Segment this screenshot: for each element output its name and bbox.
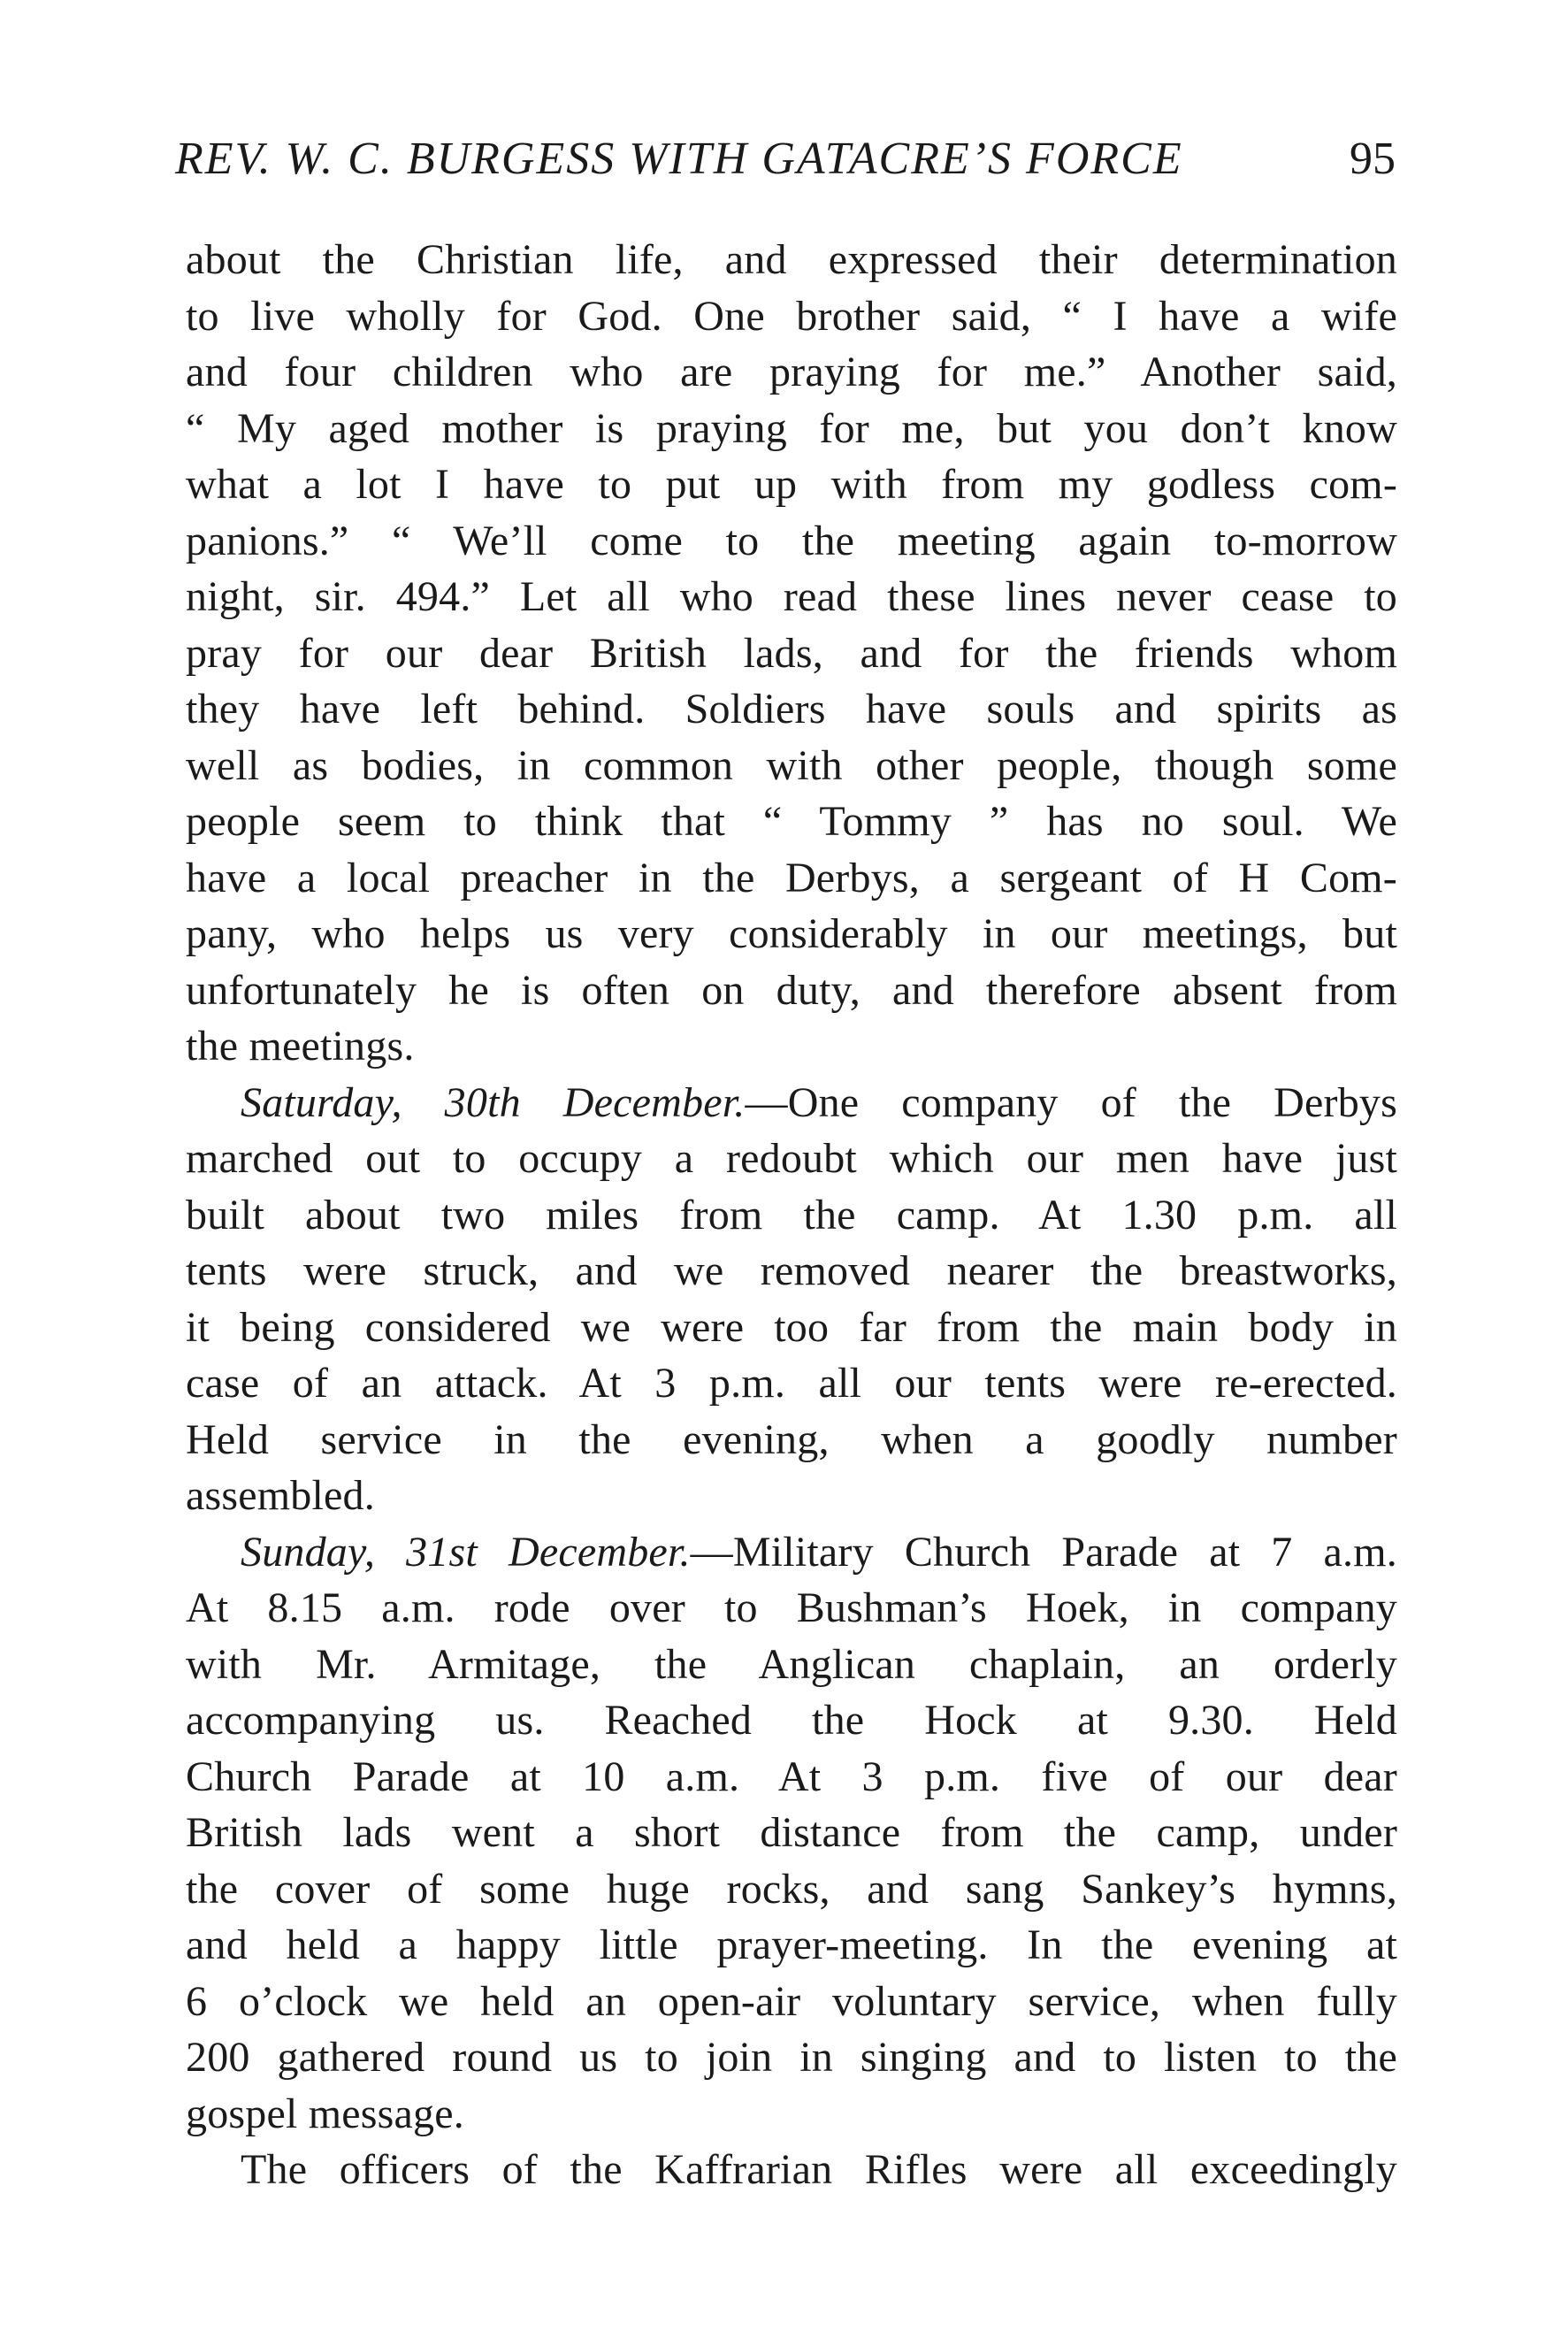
text-line: unfortunately he is often on duty, and therefore absent from [186,966,1397,1014]
text-line: and held a happy little prayer-meeting. In the evening at [186,1921,1397,1968]
date-heading-sunday: Sunday, 31st December. [241,1528,691,1576]
text-segment: —Military Church Parade at 7 a.m. [690,1528,1397,1576]
text-line: night, sir. 494.” Let all who read these lines never cease to [186,573,1397,620]
text-line: they have left behind. Soldiers have souls and spirits as [186,686,1397,732]
text-line: have a local preacher in the Derbys, a sergeant of H Com- [186,854,1397,901]
text-line: 200 gathered round us to join in singing and to listen to the [186,2034,1397,2081]
body-text [186,232,1397,2198]
text-line: case of an attack. At 3 p.m. all our tents were re-erected. [186,1360,1397,1407]
text-line: Church Parade at 10 a.m. At 3 p.m. five of our dear [186,1752,1397,1800]
text-line: British lads went a short distance from the camp, under [186,1809,1397,1856]
text-line: pany, who helps us very considerably in our meetings, but [186,910,1397,957]
text-line: pray for our dear British lads, and for the friends whom [186,629,1397,677]
text-line: The officers of the Kaffrarian Rifles were all exceedingly [241,2146,1397,2193]
page-number: 95 [1350,134,1396,184]
text-line: panions.” “ We’ll come to the meeting again to-morrow [186,517,1397,564]
text-line: and four children who are praying for me.” Another said, [186,349,1397,395]
text-line: people seem to think that “ Tommy ” has no soul. We [186,798,1397,845]
running-head: REV. W. C. BURGESS WITH GATACRE’S FORCE [175,134,1183,184]
date-heading-saturday: Saturday, 30th December. [241,1078,746,1126]
text-line: what a lot I have to put up with from my godless com- [186,461,1397,508]
text-line: to live wholly for God. One brother said, “ I have a wife [186,292,1397,340]
text-line: the cover of some huge rocks, and sang Sankey’s hymns, [186,1865,1397,1913]
text-line: with Mr. Armitage, the Anglican chaplain, an orderly [186,1640,1397,1688]
text-line: well as bodies, in common with other people, though some [186,741,1397,789]
text-segment: —One company of the Derbys [745,1078,1397,1126]
text-line: accompanying us. Reached the Hock at 9.30. Held [186,1697,1397,1744]
page-header [175,124,1396,195]
text-line: it being considered we were too far from the main body in [186,1303,1397,1351]
text-line: At 8.15 a.m. rode over to Bushman’s Hoek, in company [186,1584,1397,1631]
text-line: Held service in the evening, when a goodly number [186,1415,1397,1463]
text-line: “ My aged mother is praying for me, but you don’t know [186,404,1397,452]
dated-paragraph-start [186,1075,1397,1131]
text-line: assembled. [186,1472,375,1519]
text-line: gospel message. [186,2090,464,2137]
text-line: 6 o’clock we held an open-air voluntary service, when fully [186,1977,1397,2025]
text-line: about the Christian life, and expressed their determination [186,236,1397,283]
text-line: tents were struck, and we removed nearer the breastworks, [186,1247,1397,1294]
text-line: the meetings. [186,1023,415,1070]
dated-paragraph-start [186,1524,1397,1581]
text-line: marched out to occupy a redoubt which our men have just [186,1135,1397,1182]
text-line: built about two miles from the camp. At 1.30 p.m. all [186,1191,1397,1239]
